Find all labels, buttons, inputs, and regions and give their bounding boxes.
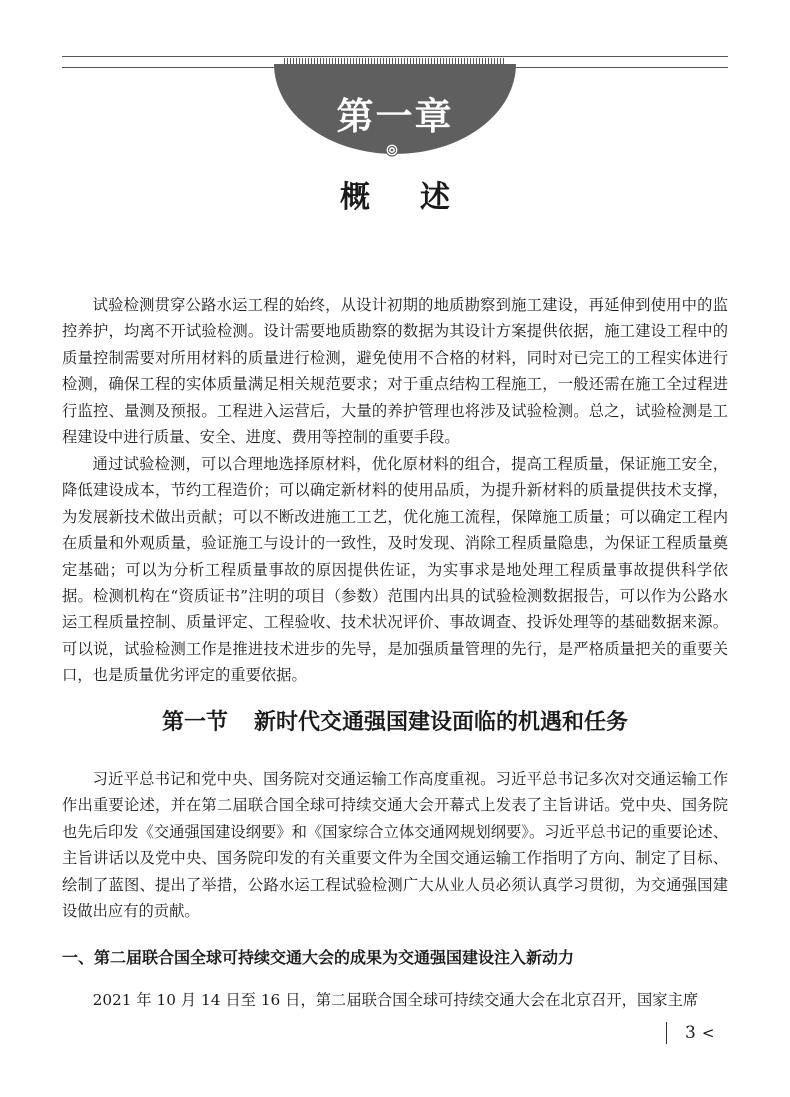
body-paragraph: 通过试验检测，可以合理地选择原材料，优化原材料的组合，提高工程质量，保证施工安全，降低建设成本，节约工程造价；可以确定新材料的使用品质，为提升新材料的质量提供技术支撑，为发展新技术做出贡献；可以不断改进施工工艺，优化施工流程，保障施工质量；可以确定工程内在质量和外观质量，验证施工与设计的一致性，及时发现、消除工程质量隐患，为保证工程质量奠定基础；可以为分析工程质量事故的原因提供佐证，为实事求是地处理工程质量事故提供科学依据。检测机构在“资质证书”注明的项目（参数）范围内出具的试验检测数据报告，可以作为公路水运工程质量控制、质量评定、工程验收、技术状况评价、事故调查、投诉处理等的基础数据来源。可以说，试验检测工作是推进技术进步的先导，是加强质量管理的先行，是严格质量把关的重要关口，也是质量优劣评定的重要依据。 <box>62 455 728 685</box>
body-paragraph: 2021 年 10 月 14 日至 16 日，第二届联合国全球可持续交通大会在北京召开，国家主席 <box>92 991 699 1009</box>
section-title: 新时代交通强国建设面临的机遇和任务 <box>254 709 629 735</box>
body-paragraph: 习近平总书记和党中央、国务院对交通运输工作高度重视。习近平总书记多次对交通运输工作作出重要论述，并在第二届联合国全球可持续交通大会开幕式上发表了主旨讲话。党中央、国务院也先后印发《交通强国建设纲要》和《国家综合立体交通网规划纲要》。习近平总书记的重要论述、主旨讲话以及党中央、国务院印发的有关重要文件为全国交通运输工作指明了方向、制定了目标、绘制了蓝图、提出了举措，公路水运工程试验检测广大从业人员必须认真学习贯彻，为交通强国建设做出应有的贡献。 <box>62 770 728 921</box>
page-footer <box>666 1020 714 1046</box>
chapter-label: 第一章 <box>336 95 454 138</box>
target-icon <box>385 143 399 157</box>
body-paragraph: 试验检测贯穿公路水运工程的始终，从设计初期的地质勘察到施工建设，再延伸到使用中的监控养护，均离不开试验检测。设计需要地质勘察的数据为其设计方案提供依据，施工建设工程中的质量控制需要对所用材料的质量进行检测，避免使用不合格的材料，同时对已完工的工程实体进行检测，确保工程的实体质量满足相关规范要求；对于重点结构工程施工，一般还需在施工全过程进行监控、量测及预报。工程进入运营后，大量的养护管理也将涉及试验检测。总之，试验检测是工程建设中进行质量、安全、进度、费用等控制的重要手段。 <box>62 296 728 447</box>
chapter-title: 概述 <box>340 180 500 215</box>
section-heading <box>0 705 790 736</box>
footer-divider <box>666 1022 667 1044</box>
page-number: 3 <box>685 1023 696 1043</box>
arrow-icon: < <box>701 1024 715 1042</box>
section-number: 第一节 <box>161 709 228 735</box>
subsection-heading: 一、第二届联合国全球可持续交通大会的成果为交通强国建设注入新动力 <box>62 948 575 967</box>
